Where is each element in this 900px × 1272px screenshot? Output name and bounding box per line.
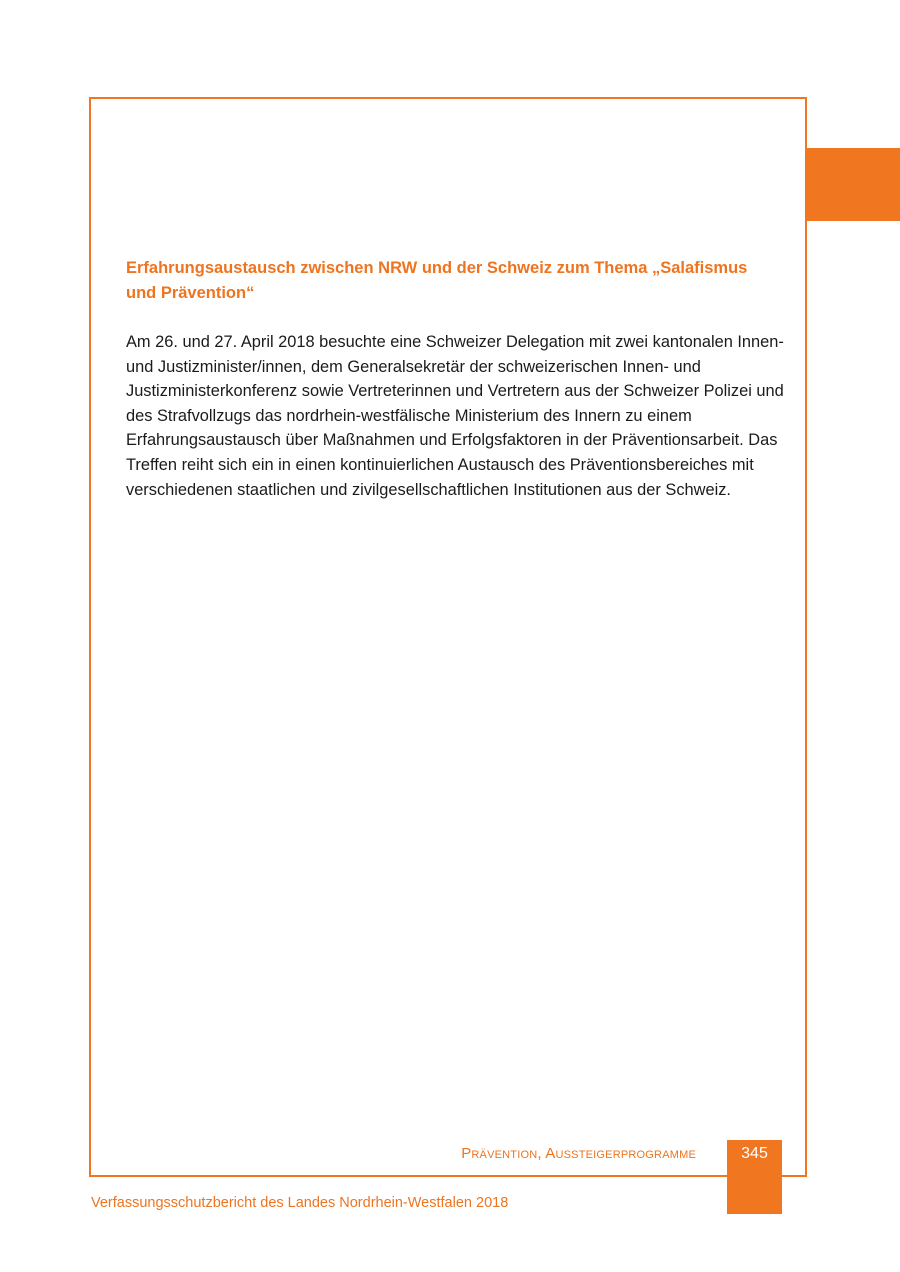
section-body-text: Am 26. und 27. April 2018 besuchte eine Schweizer Delegation mit zwei kantonalen Innen- und Justizminister/innen, dem Generalsekretär der schweizerischen Innen- und Justizministerkonferenz sowie Vertreterinnen und Vertretern aus der Schweizer Polizei und des Strafvollzugs das nordrhein-westfälische Ministerium des Innern zu einem Erfahrungsaustausch über Maßnahmen und Erfolgsfaktoren in der Präventionsarbeit. Das Treffen reiht sich ein in einen kontinuierlichen Austausch des Präventionsbereiches mit verschiedenen staatlichen und zivilgesellschaftlichen Institutionen aus der Schweiz. <box>126 333 784 499</box>
page-number: 345 <box>741 1145 768 1162</box>
section-heading: Erfahrungsaustausch zwischen NRW und der Schweiz zum Thema „Salafismus und Prävention“ <box>126 259 748 302</box>
page-number-tab <box>727 1140 782 1214</box>
running-head: Prävention, Aussteigerprogramme <box>461 1145 696 1162</box>
footer-publication-title: Verfassungsschutzbericht des Landes Nordrhein-Westfalen 2018 <box>91 1195 509 1211</box>
chapter-marker-tab <box>806 148 900 221</box>
